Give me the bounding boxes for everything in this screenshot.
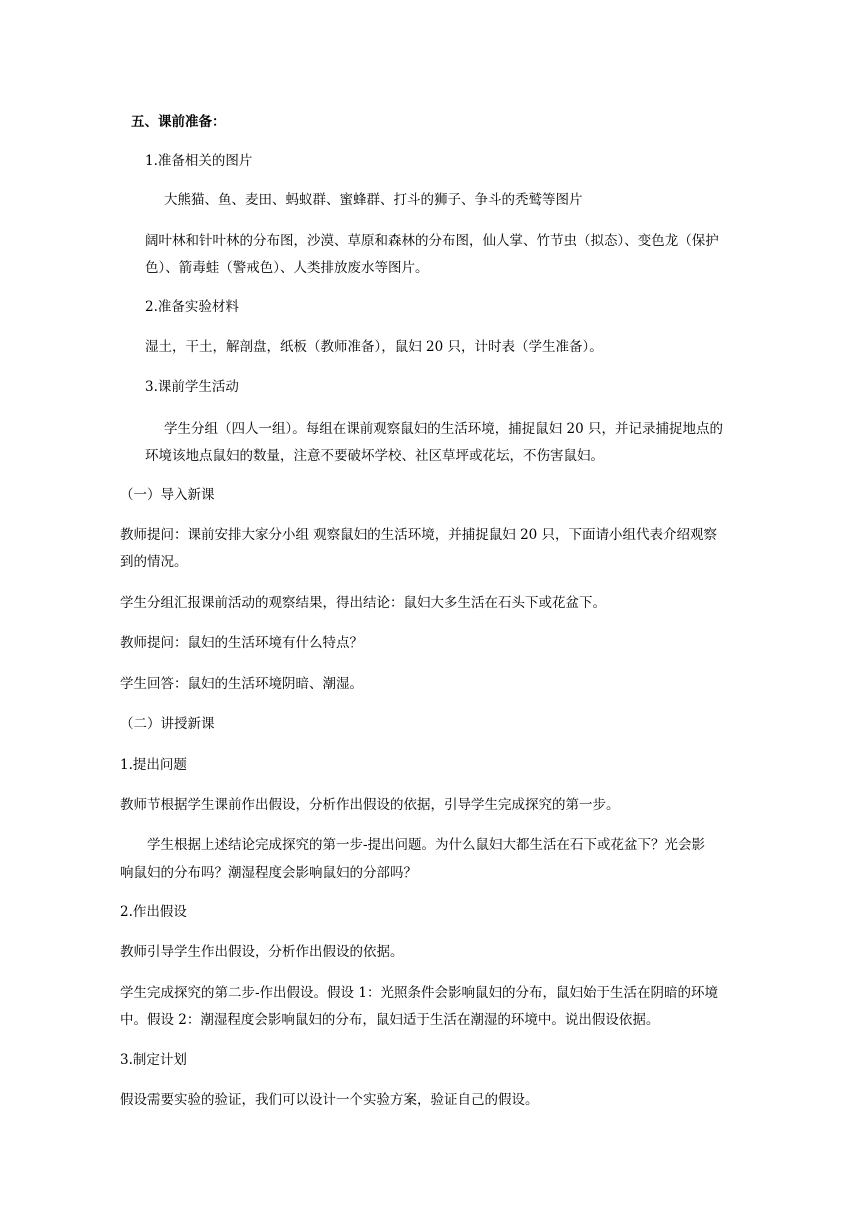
item3-line2: 环境该地点鼠妇的数量，注意不要破坏学校、社区草坪或花坛，不伤害鼠妇。: [145, 448, 604, 464]
item1-line-b2: 色）、箭毒蛙（警戒色）、人类排放废水等图片。: [145, 260, 429, 276]
item1-heading: 1.准备相关的图片: [145, 153, 253, 169]
section-title: 五、课前准备：: [131, 114, 226, 130]
item3-heading: 3.课前学生活动: [145, 379, 239, 395]
part1-heading: （一）导入新课: [120, 487, 215, 503]
part1-p3: 教师提问：鼠妇的生活环境有什么特点？: [120, 635, 363, 651]
s3-p1: 假设需要实验的验证，我们可以设计一个实验方案，验证自己的假设。: [120, 1092, 539, 1108]
part2-heading: （二）讲授新课: [120, 716, 215, 732]
item1-line-a: 大熊猫、鱼、麦田、蚂蚁群、蜜蜂群、打斗的狮子、争斗的秃鹫等图片: [164, 192, 583, 208]
item2-text: 湿土，干土，解剖盘，纸板（教师准备），鼠妇 20 只，计时表（学生准备）。: [145, 339, 603, 355]
item3-line1: 学生分组（四人一组）。每组在课前观察鼠妇的生活环境，捕捉鼠妇 20 只，并记录捕捉地点的: [164, 421, 724, 437]
s1-p2-line2: 响鼠妇的分布吗？潮湿程度会影响鼠妇的分部吗？: [120, 865, 417, 881]
s3-heading: 3.制定计划: [120, 1052, 187, 1068]
part1-p1-line2: 到的情况。: [120, 554, 188, 570]
part1-p2: 学生分组汇报课前活动的观察结果，得出结论：鼠妇大多生活在石头下或花盆下。: [120, 595, 606, 611]
part1-p1-line1: 教师提问：课前安排大家分小组 观察鼠妇的生活环境，并捕捉鼠妇 20 只，下面请小组代表介绍观察: [120, 527, 718, 543]
part1-p4: 学生回答：鼠妇的生活环境阴暗、潮湿。: [120, 676, 363, 692]
s1-p2-line1: 学生根据上述结论完成探究的第一步-提出问题。为什么鼠妇大都生活在石下或花盆下？光会影: [147, 837, 706, 853]
s2-heading: 2.作出假设: [120, 904, 187, 920]
s1-p1: 教师节根据学生课前作出假设，分析作出假设的依据，引导学生完成探究的第一步。: [120, 797, 620, 813]
s2-p1: 教师引导学生作出假设，分析作出假设的依据。: [120, 944, 404, 960]
item1-line-b1: 阔叶林和针叶林的分布图，沙漠、草原和森林的分布图，仙人掌、竹节虫（拟态）、变色龙（保护: [145, 233, 719, 249]
item2-heading: 2.准备实验材料: [145, 299, 239, 315]
s2-p2-line1: 学生完成探究的第二步-作出假设。假设 1：光照条件会影响鼠妇的分布，鼠妇始于生活在阴暗的环境: [120, 985, 718, 1001]
s1-heading: 1.提出问题: [120, 757, 187, 773]
s2-p2-line2: 中。假设 2：潮湿程度会影响鼠妇的分布，鼠妇适于生活在潮湿的环境中。说出假设依据。: [120, 1012, 660, 1028]
